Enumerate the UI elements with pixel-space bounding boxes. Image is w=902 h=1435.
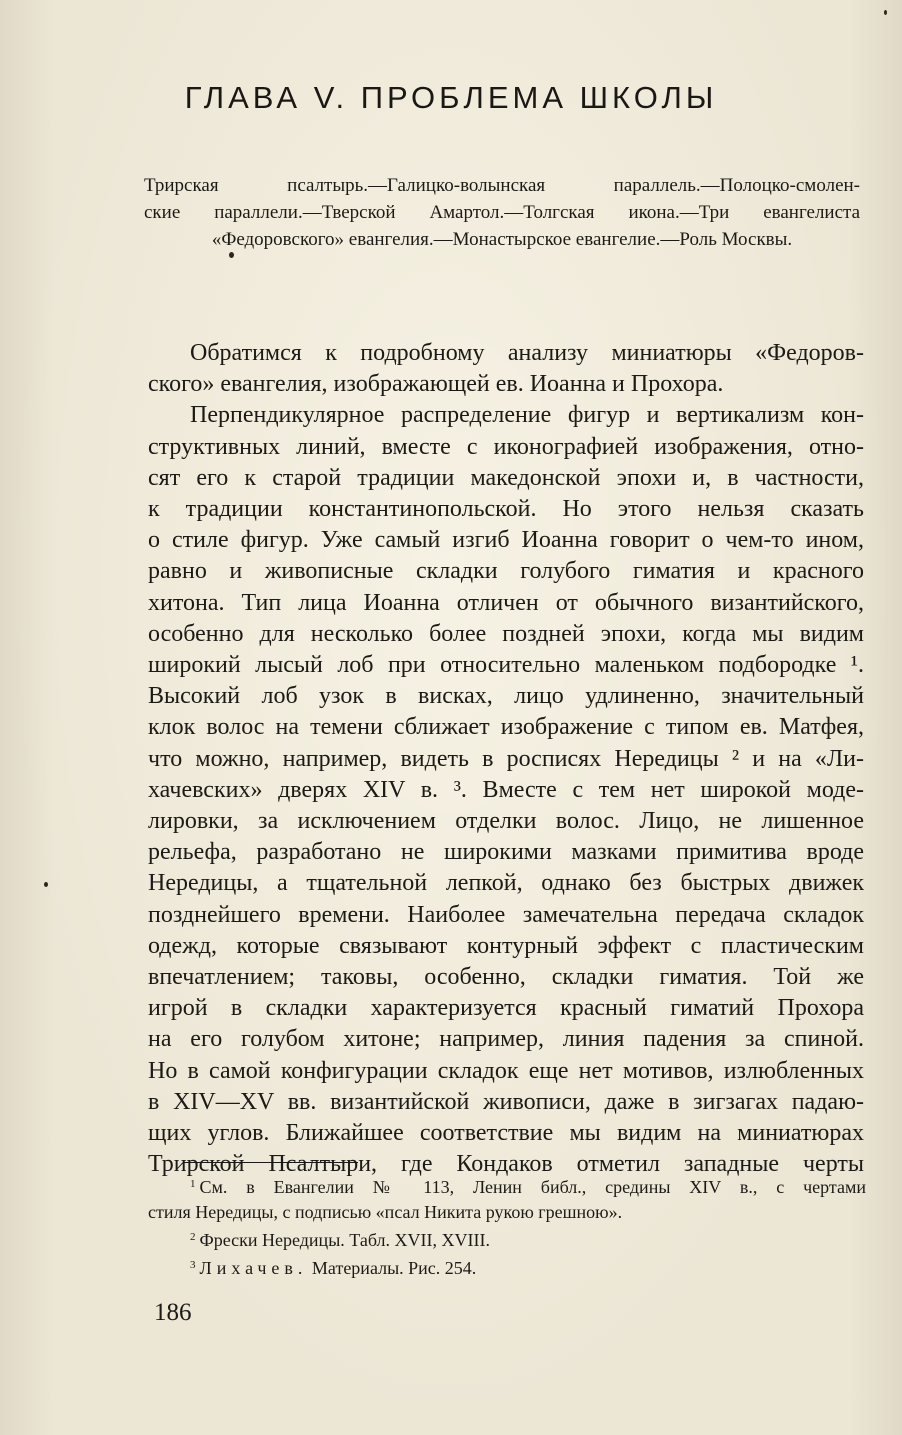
body-line: к традиции константинопольской. Но этого нельзя сказать xyxy=(148,496,864,523)
footnote-mark: 2 xyxy=(190,1231,196,1243)
body-line: о стиле фигур. Уже самый изгиб Иоанна говорит о чем-то ином, xyxy=(148,527,864,554)
body-line: игрой в складки характеризуется красный гиматий Прохора xyxy=(148,995,864,1022)
footnote-text: Фрески Нередицы. Табл. XVII, XVIII. xyxy=(199,1230,490,1250)
body-line: лировки, за исключением отделки волос. Лицо, не лишенное xyxy=(148,808,864,835)
footnote-1-continuation: стиля Нередицы, с подписью «псал Никита рукою грешною». xyxy=(148,1202,623,1222)
chapter-synopsis xyxy=(144,172,860,253)
body-line: равно и живописные складки голубого гиматия и красного xyxy=(148,558,864,585)
body-line: Перпендикулярное распределение фигур и вертикализм кон- xyxy=(190,402,864,429)
synopsis-line: Трирская псалтырь.—Галицко-волынская параллель.—Полоцко-смолен- xyxy=(144,175,860,196)
body-line: хачевских» дверях XIV в. ³. Вместе с тем нет широкой моде- xyxy=(148,776,864,803)
footnote-text: См. в Евангелии № 113, Ленин библ., средины XIV в., с чертами xyxy=(199,1177,866,1197)
body-line: что можно, например, видеть в росписях Нередицы ² и на «Ли- xyxy=(148,745,864,772)
body-text xyxy=(148,338,864,1180)
footnotes xyxy=(148,1172,866,1281)
footnote-3 xyxy=(148,1253,866,1281)
synopsis-line: «Федоровского» евангелия.—Монастырское евангелие.—Роль Москвы. xyxy=(211,229,793,250)
body-line: в XIV—XV вв. византийской живописи, даже в зигзагах падаю- xyxy=(148,1088,864,1115)
body-line: щих углов. Ближайшее соответствие мы видим на миниатюрах xyxy=(148,1120,864,1147)
page-number: 186 xyxy=(154,1299,192,1326)
body-line: Высокий лоб узок в висках, лицо удлиненно, значительный xyxy=(148,683,864,710)
body-line: клок волос на темени сближает изображение с типом ев. Матфея, xyxy=(148,714,864,741)
footnote-mark: 1 xyxy=(190,1178,196,1190)
body-line: сят его к старой традиции македонской эпохи и, в частности, xyxy=(148,464,864,491)
footnote-text: Материалы. Рис. 254. xyxy=(311,1258,477,1278)
print-speck xyxy=(229,252,234,258)
footnote-mark: 3 xyxy=(190,1259,196,1271)
body-line: рельефа, разработано не широкими мазками примитива вроде xyxy=(148,839,864,866)
body-line: позднейшего времени. Наиболее замечательна передача складок xyxy=(148,901,864,928)
body-line: особенно для несколько более поздней эпохи, когда мы видим xyxy=(148,620,864,647)
body-line: на его голубом хитоне; например, линия падения за спиной. xyxy=(148,1026,864,1053)
body-line: структивных линий, вместе с иконографией изображения, отно- xyxy=(148,433,864,460)
print-speck xyxy=(44,882,48,887)
body-line: ского» евангелия, изображающей ев. Иоанна и Прохора. xyxy=(148,371,724,398)
footnote-2 xyxy=(148,1225,866,1253)
footnote-1 xyxy=(148,1172,866,1200)
body-line: Нередицы, а тщательной лепкой, однако без быстрых движек xyxy=(148,870,864,897)
synopsis-line: ские параллели.—Тверской Амартол.—Толгская икона.—Три евангелиста xyxy=(144,202,860,223)
chapter-title: ГЛАВА V. ПРОБЛЕМА ШКОЛЫ xyxy=(184,80,718,115)
body-line: широкий лысый лоб при относительно маленьком подбородке ¹. xyxy=(148,652,864,679)
body-line: одежд, которые связывают контурный эффект с пластическим xyxy=(148,932,864,959)
body-line: хитона. Тип лица Иоанна отличен от обычного византийского, xyxy=(148,589,864,616)
footnote-divider xyxy=(183,1162,358,1163)
body-line: Обратимся к подробному анализу миниатюры «Федоров- xyxy=(190,340,864,366)
footnote-author: Лихачев. xyxy=(199,1258,308,1278)
body-line: Но в самой конфигурации складок еще нет мотивов, излюбленных xyxy=(148,1057,864,1084)
body-line: Трирской Псалтыри, где Кондаков отметил западные черты xyxy=(148,1151,864,1178)
print-speck xyxy=(884,10,887,15)
body-line: впечатлением; таковы, особенно, складки гиматия. Той же xyxy=(148,964,864,991)
